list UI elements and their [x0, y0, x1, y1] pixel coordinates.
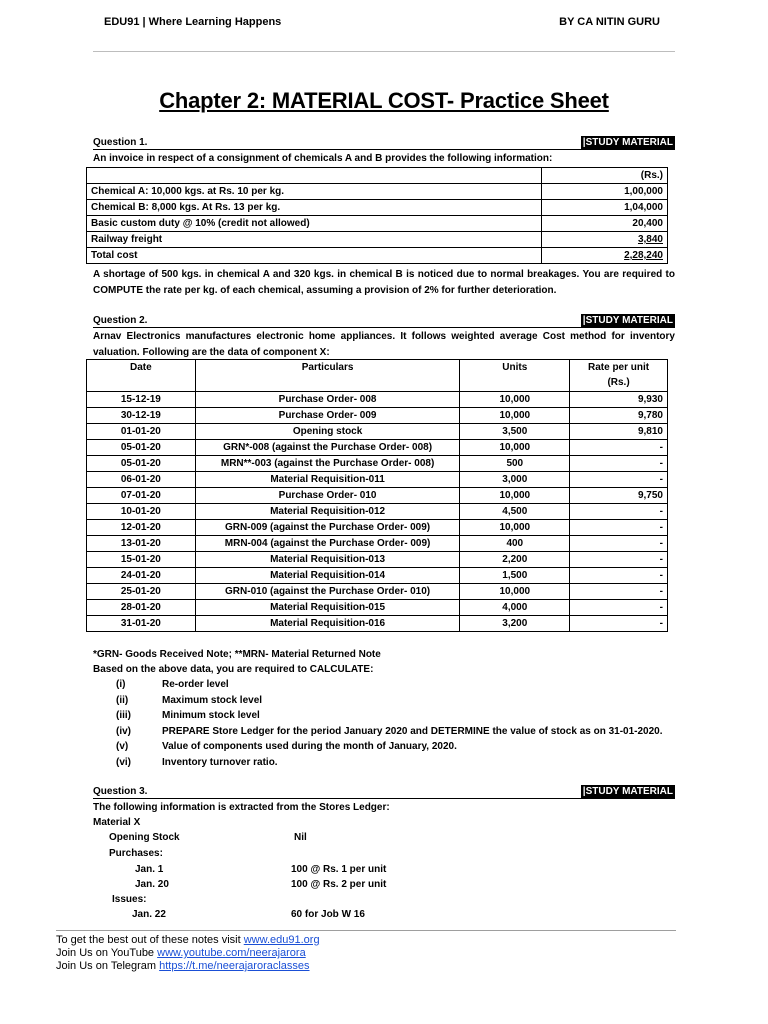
page-title: Chapter 2: MATERIAL COST- Practice Sheet [159, 88, 609, 113]
list-item [116, 693, 663, 709]
table-cell-particulars: MRN**-003 (against the Purchase Order- 008) [195, 456, 460, 472]
question-3-label: Question 3. [93, 786, 148, 797]
table-row [87, 248, 668, 264]
table-cell-date: 13-01-20 [87, 536, 196, 552]
table-cell-rate: - [570, 600, 668, 616]
question-3-intro: The following information is extracted from the Stores Ledger: [93, 802, 390, 813]
table-cell-units: 10,000 [460, 488, 570, 504]
list-item-number: (v) [116, 741, 129, 752]
table-row [87, 472, 668, 488]
table-cell-particulars: Material Requisition-012 [195, 504, 460, 520]
table-row [87, 536, 668, 552]
list-item-text: Maximum stock level [162, 694, 263, 706]
question-2-heading [93, 315, 675, 328]
header-divider [93, 51, 675, 52]
table-cell-date: 31-01-20 [87, 616, 196, 632]
purchase-1-value: 100 @ Rs. 1 per unit [291, 864, 387, 875]
opening-stock-label: Opening Stock [109, 832, 180, 843]
table-row [87, 232, 668, 248]
table-cell-particulars: Purchase Order- 010 [195, 488, 460, 504]
question-2-badge: |STUDY MATERIAL [582, 315, 673, 326]
question-2-notes: *GRN- Goods Received Note; **MRN- Material Returned Note [93, 649, 381, 660]
table-cell-rate: - [570, 536, 668, 552]
table-row [87, 520, 668, 536]
question-3-heading [93, 786, 675, 799]
table-cell: 3,840 [637, 234, 663, 245]
table-cell: Chemical B: 8,000 kgs. At Rs. 13 per kg. [87, 200, 542, 216]
table-cell-rate: 9,780 [570, 408, 668, 424]
purchase-1-date: Jan. 1 [135, 864, 164, 875]
list-item [116, 755, 663, 771]
table-cell-units: 3,000 [460, 472, 570, 488]
table-cell: 1,04,000 [542, 200, 668, 216]
table-cell-particulars: Material Requisition-013 [195, 552, 460, 568]
list-item [116, 739, 663, 755]
footer-line-youtube: Join Us on YouTube www.youtube.com/neerajarora [56, 947, 306, 959]
table-cell-date: 01-01-20 [87, 424, 196, 440]
table-cell-particulars: GRN-010 (against the Purchase Order- 010) [195, 584, 460, 600]
table-cell: Chemical A: 10,000 kgs. at Rs. 10 per kg. [87, 184, 542, 200]
table-cell-date: 06-01-20 [87, 472, 196, 488]
table-cell-rate: 9,930 [570, 392, 668, 408]
table-cell-rate: - [570, 552, 668, 568]
column-header-date: Date [87, 360, 196, 392]
table-cell-units: 4,000 [460, 600, 570, 616]
purchases-label: Purchases: [109, 848, 163, 859]
list-item-text: Re-order level [162, 679, 229, 690]
list-item-text: Minimum stock level [162, 710, 260, 721]
table-row [87, 552, 668, 568]
list-item-number: (iii) [116, 710, 131, 721]
table-row [87, 568, 668, 584]
table-row [87, 216, 668, 232]
table-cell: 2,28,240 [624, 250, 663, 261]
table-header-cell: (Rs.) [542, 168, 668, 184]
table-row [87, 488, 668, 504]
table-cell-particulars: Purchase Order- 008 [195, 392, 460, 408]
table-row [87, 408, 668, 424]
table-cell-date: 05-01-20 [87, 440, 196, 456]
table-cell-rate: - [570, 456, 668, 472]
table-cell: 1,00,000 [542, 184, 668, 200]
header-author: BY CA NITIN GURU [559, 16, 660, 28]
youtube-link[interactable]: www.youtube.com/neerajarora [157, 947, 306, 959]
list-item-text: PREPARE Store Ledger for the period January 2020 and DETERMINE the value of stock as on 31-01-2020. [162, 725, 663, 737]
table-cell-units: 10,000 [460, 440, 570, 456]
table-cell-date: 10-01-20 [87, 504, 196, 520]
table-cell-units: 10,000 [460, 392, 570, 408]
question-2-label: Question 2. [93, 315, 148, 326]
table-cell: Railway freight [87, 232, 542, 248]
question-1-table [86, 167, 668, 264]
table-row [87, 168, 668, 184]
table-cell-date: 30-12-19 [87, 408, 196, 424]
table-row [87, 424, 668, 440]
telegram-link[interactable]: https://t.me/neerajaroraclasses [159, 960, 310, 972]
table-cell-units: 2,200 [460, 552, 570, 568]
table-cell-date: 05-01-20 [87, 456, 196, 472]
table-row [87, 456, 668, 472]
table-cell-rate: - [570, 504, 668, 520]
question-2-task-list [116, 677, 663, 770]
page-footer [56, 934, 320, 973]
table-cell-rate: - [570, 616, 668, 632]
table-cell: Total cost [87, 248, 542, 264]
question-3-badge: |STUDY MATERIAL [582, 786, 673, 797]
question-1-outro: A shortage of 500 kgs. in chemical A and 320 kgs. in chemical B is noticed due to normal breakages. You are required to COMPUTE the rate per kg. of each chemical, assuming a provision of 2% for further deterioration. [93, 269, 675, 296]
list-item [116, 677, 663, 693]
table-cell-units: 3,500 [460, 424, 570, 440]
question-1-badge: |STUDY MATERIAL [582, 137, 673, 148]
table-row [87, 392, 668, 408]
table-row [87, 440, 668, 456]
list-item-number: (i) [116, 679, 126, 690]
table-cell-date: 28-01-20 [87, 600, 196, 616]
table-cell-units: 10,000 [460, 584, 570, 600]
table-cell-particulars: MRN-004 (against the Purchase Order- 009) [195, 536, 460, 552]
question-2-table [86, 359, 668, 632]
footer-line-website: To get the best out of these notes visit www.edu91.org [56, 934, 320, 946]
header-brand: EDU91 | Where Learning Happens [104, 16, 282, 28]
table-cell-date: 15-01-20 [87, 552, 196, 568]
table-row [87, 616, 668, 632]
table-cell-units: 4,500 [460, 504, 570, 520]
column-header-units: Units [460, 360, 570, 392]
table-cell-units: 400 [460, 536, 570, 552]
table-cell-rate: - [570, 520, 668, 536]
question-3-material: Material X [93, 817, 141, 828]
table-cell-rate: - [570, 472, 668, 488]
table-row [87, 184, 668, 200]
question-2-instruction: Based on the above data, you are required to CALCULATE: [93, 664, 374, 675]
table-cell-rate: - [570, 568, 668, 584]
table-cell-rate: 9,750 [570, 488, 668, 504]
table-cell-particulars: Material Requisition-016 [195, 616, 460, 632]
list-item-text: Inventory turnover ratio. [162, 756, 278, 768]
table-cell-date: 24-01-20 [87, 568, 196, 584]
table-row [87, 504, 668, 520]
table-cell: Basic custom duty @ 10% (credit not allowed) [87, 216, 542, 232]
table-cell-units: 500 [460, 456, 570, 472]
footer-line-telegram: Join Us on Telegram https://t.me/neerajaroraclasses [56, 960, 310, 972]
list-item-number: (ii) [116, 694, 129, 706]
column-header-rate: Rate per unit (Rs.) [570, 360, 668, 392]
list-item-number: (vi) [116, 756, 131, 768]
table-cell-particulars: Material Requisition-014 [195, 568, 460, 584]
purchase-2-date: Jan. 20 [135, 879, 169, 890]
issue-1-date: Jan. 22 [132, 909, 166, 920]
question-1-heading [93, 137, 675, 150]
table-cell-particulars: Material Requisition-015 [195, 600, 460, 616]
table-cell-units: 10,000 [460, 408, 570, 424]
list-item-number: (iv) [116, 725, 131, 737]
table-cell-rate: - [570, 584, 668, 600]
table-cell-date: 25-01-20 [87, 584, 196, 600]
issue-1-value: 60 for Job W 16 [291, 909, 365, 920]
question-2-table-body [87, 392, 668, 632]
table-cell-units: 10,000 [460, 520, 570, 536]
list-item [116, 708, 663, 724]
purchase-2-value: 100 @ Rs. 2 per unit [291, 879, 387, 890]
table-cell: 20,400 [542, 216, 668, 232]
list-item-text: Value of components used during the month of January, 2020. [162, 741, 457, 752]
table-cell-units: 3,200 [460, 616, 570, 632]
page-header [104, 16, 674, 32]
issues-label: Issues: [112, 894, 147, 905]
table-cell-particulars: Purchase Order- 009 [195, 408, 460, 424]
table-cell-particulars: Opening stock [195, 424, 460, 440]
table-cell-rate: 9,810 [570, 424, 668, 440]
table-row [87, 600, 668, 616]
question-1-intro: An invoice in respect of a consignment of chemicals A and B provides the following information: [93, 153, 553, 164]
column-header-particulars: Particulars [195, 360, 460, 392]
table-cell-units: 1,500 [460, 568, 570, 584]
question-2-intro: Arnav Electronics manufactures electronic home appliances. It follows weighted average Cost method for inventory valuation. Following are the data of component X: [93, 331, 675, 358]
table-cell-rate: - [570, 440, 668, 456]
table-cell-date: 12-01-20 [87, 520, 196, 536]
question-1-label: Question 1. [93, 137, 148, 148]
website-link[interactable]: www.edu91.org [243, 934, 320, 946]
table-cell-particulars: Material Requisition-011 [195, 472, 460, 488]
opening-stock-value: Nil [294, 832, 307, 843]
table-row [87, 584, 668, 600]
table-header-row [87, 360, 668, 392]
footer-divider [56, 930, 676, 931]
list-item [116, 724, 663, 740]
table-cell-date: 15-12-19 [87, 392, 196, 408]
table-cell-particulars: GRN*-008 (against the Purchase Order- 008) [195, 440, 460, 456]
table-cell-date: 07-01-20 [87, 488, 196, 504]
table-row [87, 200, 668, 216]
table-cell-particulars: GRN-009 (against the Purchase Order- 009) [195, 520, 460, 536]
